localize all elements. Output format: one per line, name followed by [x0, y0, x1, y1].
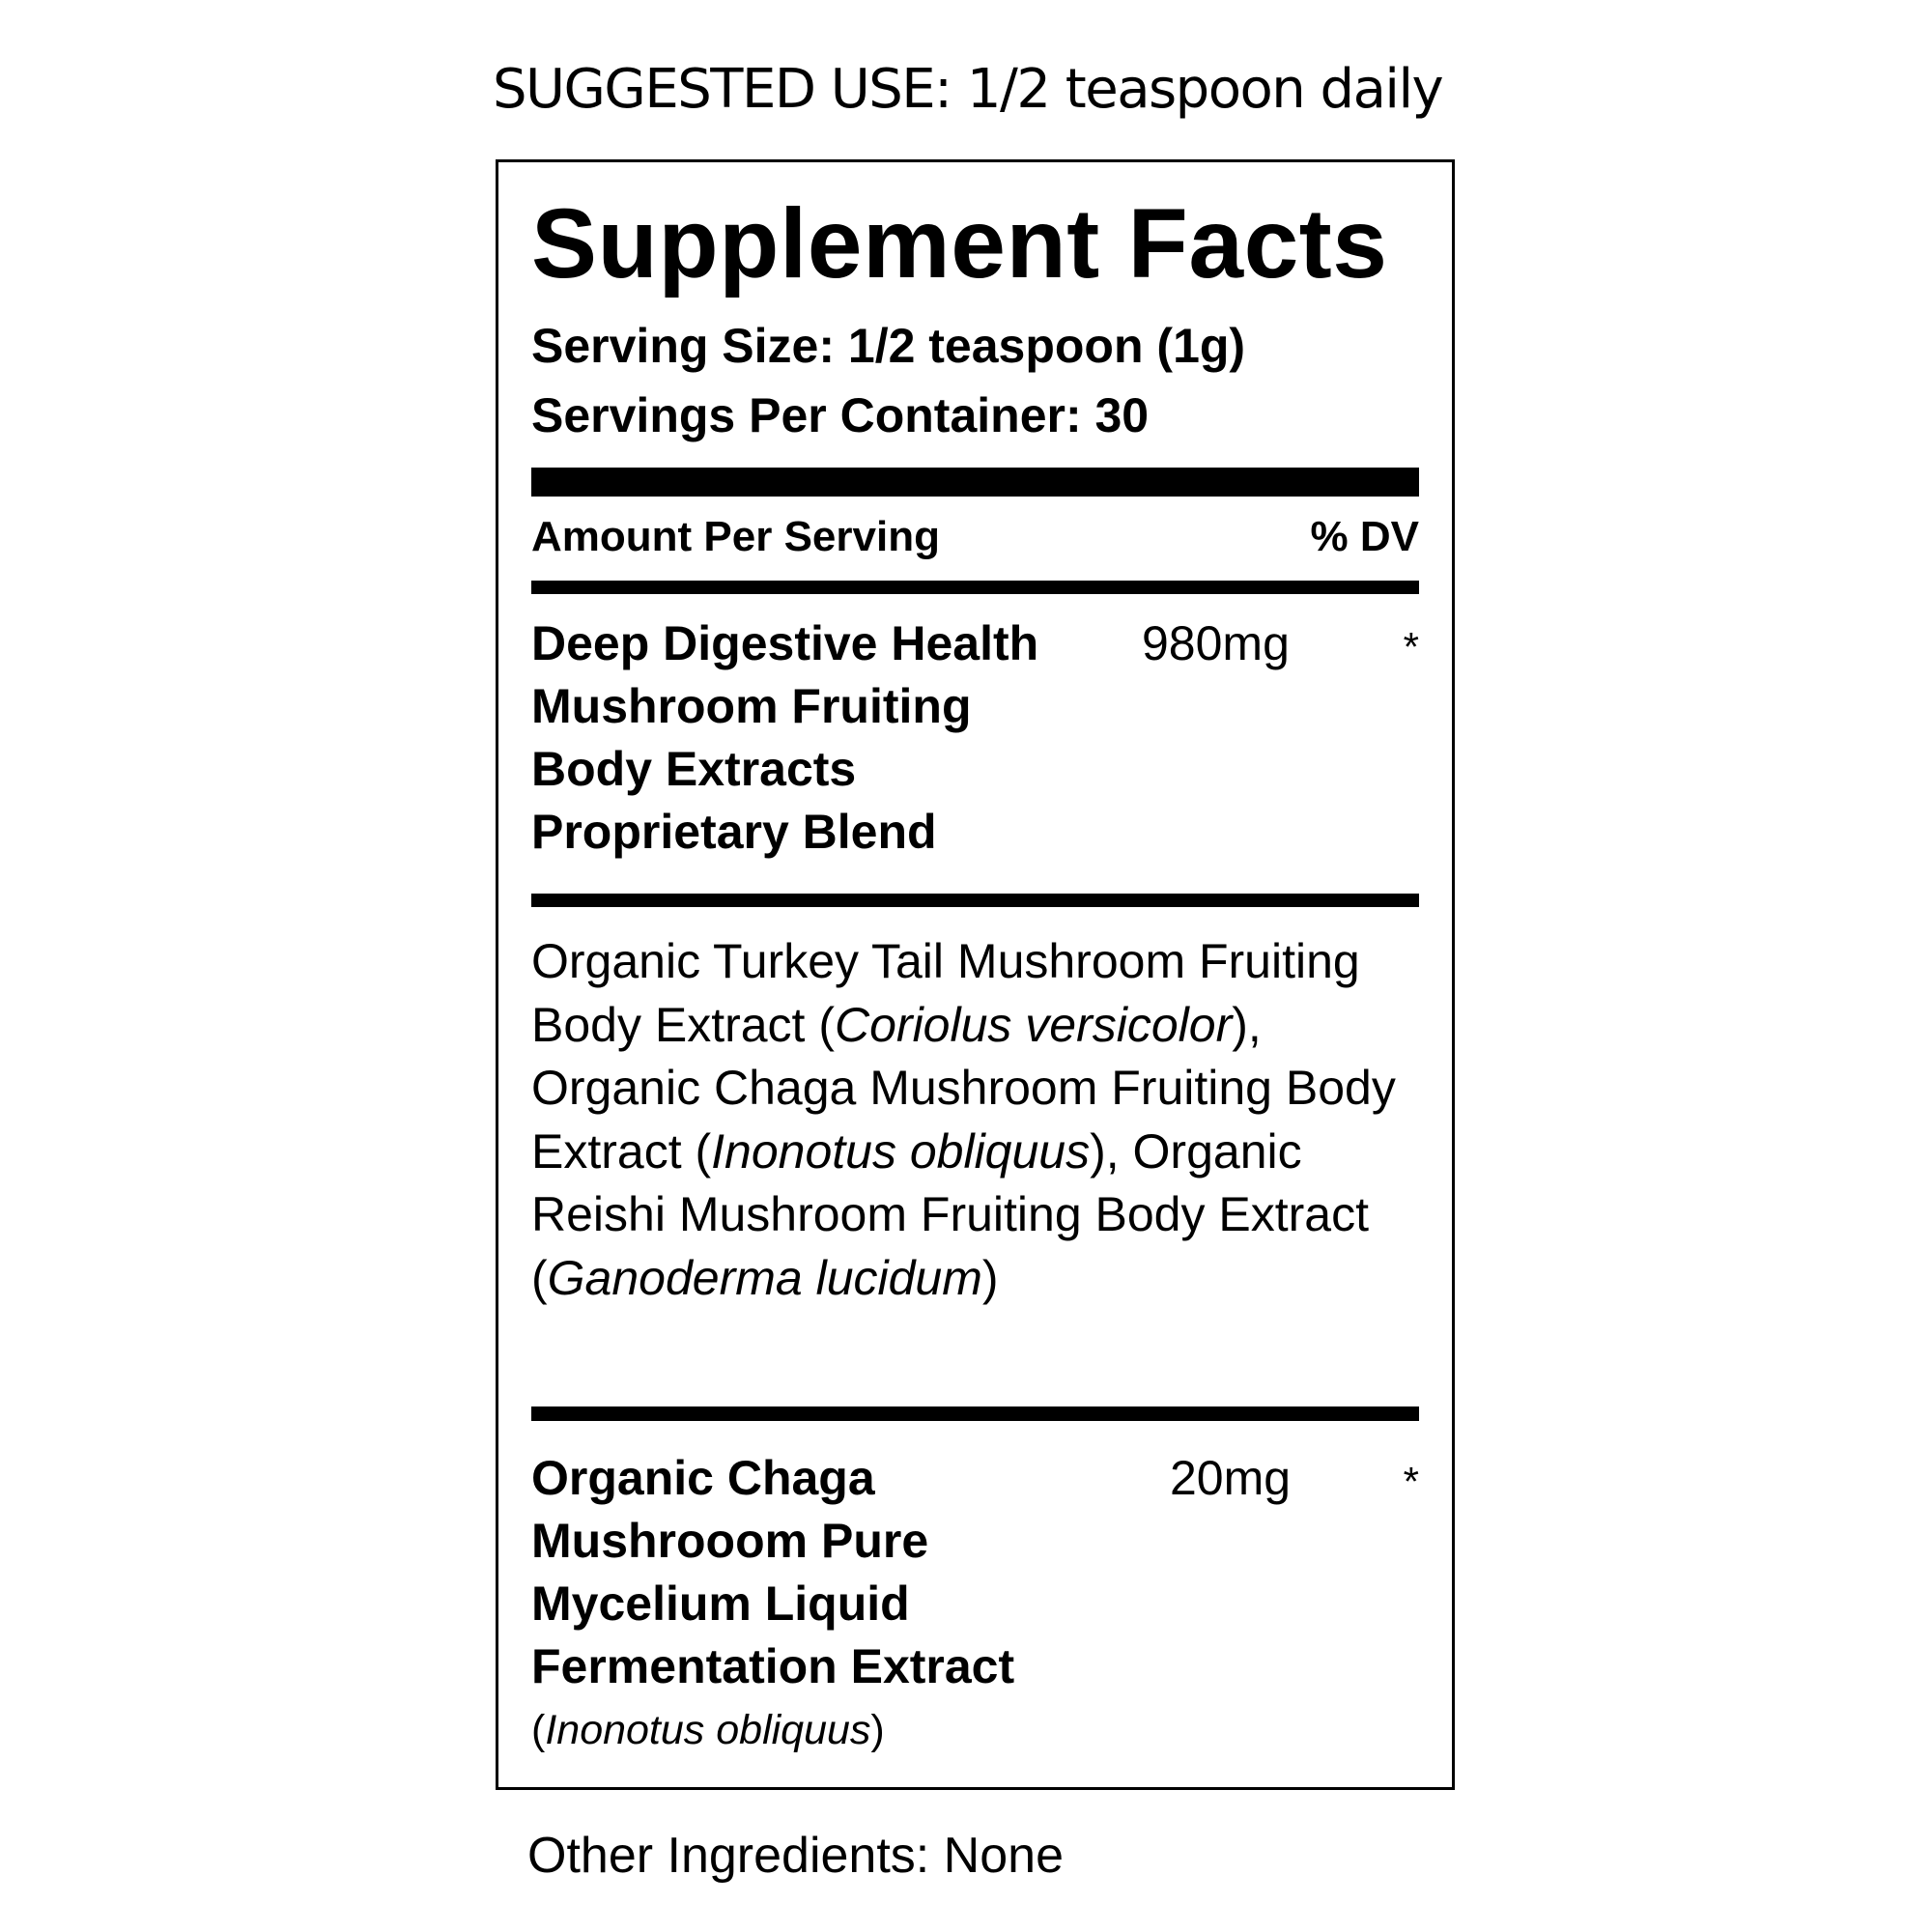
blend-dv: * — [1403, 624, 1419, 669]
other-ingredients: Other Ingredients: None — [527, 1828, 1064, 1884]
chaga-name-line: Mycelium Liquid — [531, 1577, 910, 1631]
serving-size: Serving Size: 1/2 teaspoon (1g) — [531, 319, 1246, 373]
blend-name-line: Mushroom Fruiting — [531, 679, 972, 733]
latin-name: Inonotus obliquus — [711, 1123, 1091, 1179]
servings-per-container: Servings Per Container: 30 — [531, 388, 1150, 442]
ingredients-divider — [531, 1406, 1419, 1421]
latin-name: Coriolus versicolor — [835, 997, 1233, 1052]
chaga-amount: 20mg — [1170, 1451, 1292, 1505]
blend-name-line: Proprietary Blend — [531, 805, 937, 859]
thick-divider — [531, 468, 1419, 497]
paren-open: ( — [531, 1707, 546, 1753]
chaga-dv: * — [1403, 1459, 1419, 1504]
ingredient-text: ), Organic Reishi Mushroom Fruiting Body Extract ( — [531, 1123, 1369, 1305]
amount-per-serving-label: Amount Per Serving — [531, 513, 940, 560]
ingredient-text: ) — [981, 1250, 999, 1305]
amount-header-row — [531, 512, 1419, 563]
dv-label: % DV — [1310, 513, 1419, 560]
suggested-use: SUGGESTED USE: 1/2 teaspoon daily — [493, 58, 1443, 121]
chaga-latin-text: Inonotus obliquus — [545, 1707, 871, 1753]
supplement-facts-panel — [496, 159, 1455, 1790]
blend-name-line: Body Extracts — [531, 742, 857, 796]
chaga-name-line: Mushrooom Pure — [531, 1514, 929, 1568]
blend-divider — [531, 894, 1419, 907]
blend-name-line: Deep Digestive Health — [531, 616, 1039, 670]
paren-close: ) — [870, 1707, 885, 1753]
ingredient-text: Organic Turkey Tail Mushroom Fruiting Body Extract ( — [531, 934, 1360, 1052]
chaga-name — [531, 1447, 1130, 1698]
latin-name: Ganoderma lucidum — [547, 1250, 982, 1305]
blend-ingredients — [531, 930, 1401, 1310]
header-divider — [531, 581, 1419, 594]
panel-title: Supplement Facts — [531, 188, 1388, 298]
chaga-name-line: Fermentation Extract — [531, 1639, 1015, 1693]
chaga-name-line: Organic Chaga — [531, 1451, 875, 1505]
blend-name — [531, 612, 1130, 864]
chaga-latin-name — [531, 1706, 885, 1756]
blend-amount: 980mg — [1142, 616, 1290, 670]
ingredient-text: ), Organic Chaga Mushroom Fruiting Body Extract ( — [531, 997, 1396, 1179]
